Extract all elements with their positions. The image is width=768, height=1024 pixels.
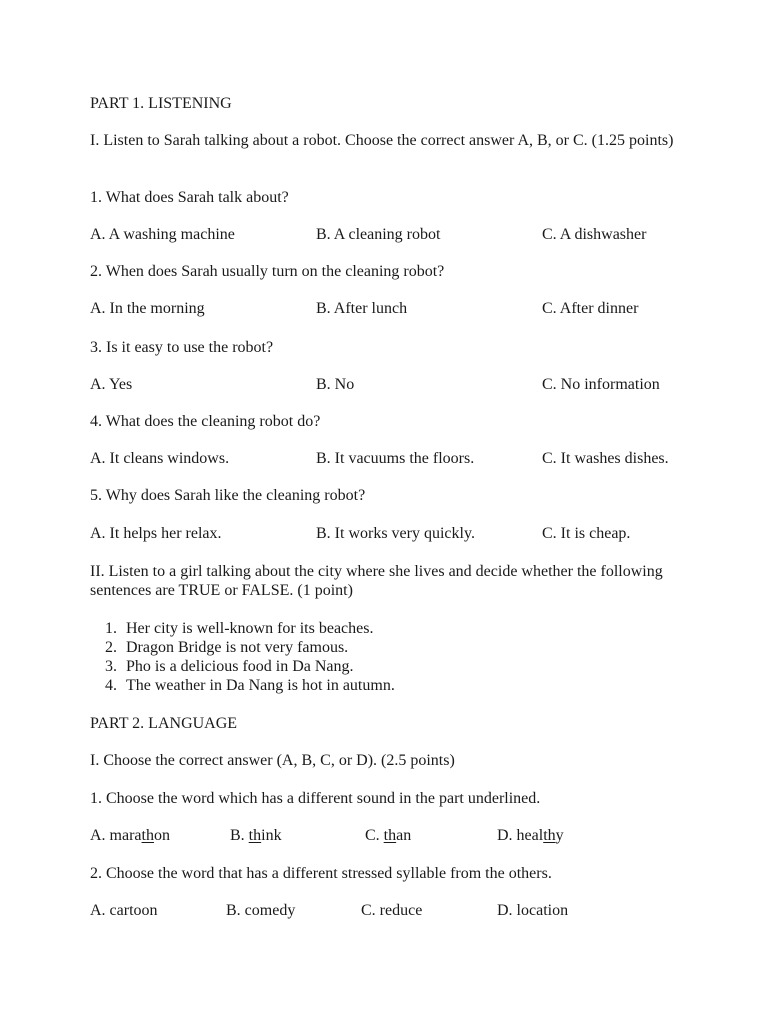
question-2-option-b: B. After lunch — [316, 300, 408, 317]
question-2: 2. When does Sarah usually turn on the cleaning robot? — [90, 263, 445, 280]
language-question-1: 1. Choose the word which has a different sound in the part underlined. — [90, 790, 541, 807]
part1-title: PART 1. LISTENING — [90, 95, 232, 112]
question-5-option-b: B. It works very quickly. — [316, 525, 475, 542]
part1-section1-instruction: I. Listen to Sarah talking about a robot. Choose the correct answer A, B, or C. (1.25 points) — [90, 132, 674, 149]
question-4: 4. What does the cleaning robot do? — [90, 413, 321, 430]
question-5-option-c: C. It is cheap. — [542, 525, 631, 542]
question-1-option-b: B. A cleaning robot — [316, 226, 441, 243]
part1-section2-instruction: II. Listen to a girl talking about the city where she lives and decide whether the following sentences are TRUE or FALSE. (1 point) — [90, 563, 663, 599]
question-1: 1. What does Sarah talk about? — [90, 189, 289, 206]
part2-section1-instruction: I. Choose the correct answer (A, B, C, or D). (2.5 points) — [90, 752, 455, 769]
language-question-1-option-b: B. think — [230, 827, 282, 844]
language-question-2-option-c: C. reduce — [361, 902, 423, 919]
list-item: 2. Dragon Bridge is not very famous. — [105, 639, 349, 656]
question-5-option-a: A. It helps her relax. — [90, 525, 222, 542]
language-question-2-option-b: B. comedy — [226, 902, 296, 919]
part2-title: PART 2. LANGUAGE — [90, 715, 238, 732]
language-question-1-option-d: D. healthy — [497, 827, 564, 844]
question-5: 5. Why does Sarah like the cleaning robot? — [90, 487, 366, 504]
language-question-2-option-a: A. cartoon — [90, 902, 158, 919]
question-1-option-c: C. A dishwasher — [542, 226, 647, 243]
language-question-1-option-c: C. than — [365, 827, 412, 844]
question-4-option-a: A. It cleans windows. — [90, 450, 230, 467]
question-4-option-b: B. It vacuums the floors. — [316, 450, 475, 467]
question-2-option-c: C. After dinner — [542, 300, 639, 317]
question-4-option-c: C. It washes dishes. — [542, 450, 669, 467]
language-question-2: 2. Choose the word that has a different stressed syllable from the others. — [90, 865, 552, 882]
list-item: 4. The weather in Da Nang is hot in autumn. — [105, 677, 395, 694]
list-item: 1. Her city is well-known for its beaches. — [105, 620, 374, 637]
question-3-option-a: A. Yes — [90, 376, 133, 393]
question-3-option-b: B. No — [316, 376, 355, 393]
true-false-list — [90, 619, 395, 695]
question-2-option-a: A. In the morning — [90, 300, 205, 317]
list-item: 3. Pho is a delicious food in Da Nang. — [105, 658, 354, 675]
question-3-option-c: C. No information — [542, 376, 660, 393]
question-3: 3. Is it easy to use the robot? — [90, 339, 274, 356]
language-question-1-option-a: A. marathon — [90, 827, 170, 844]
question-1-option-a: A. A washing machine — [90, 226, 235, 243]
language-question-2-option-d: D. location — [497, 902, 569, 919]
